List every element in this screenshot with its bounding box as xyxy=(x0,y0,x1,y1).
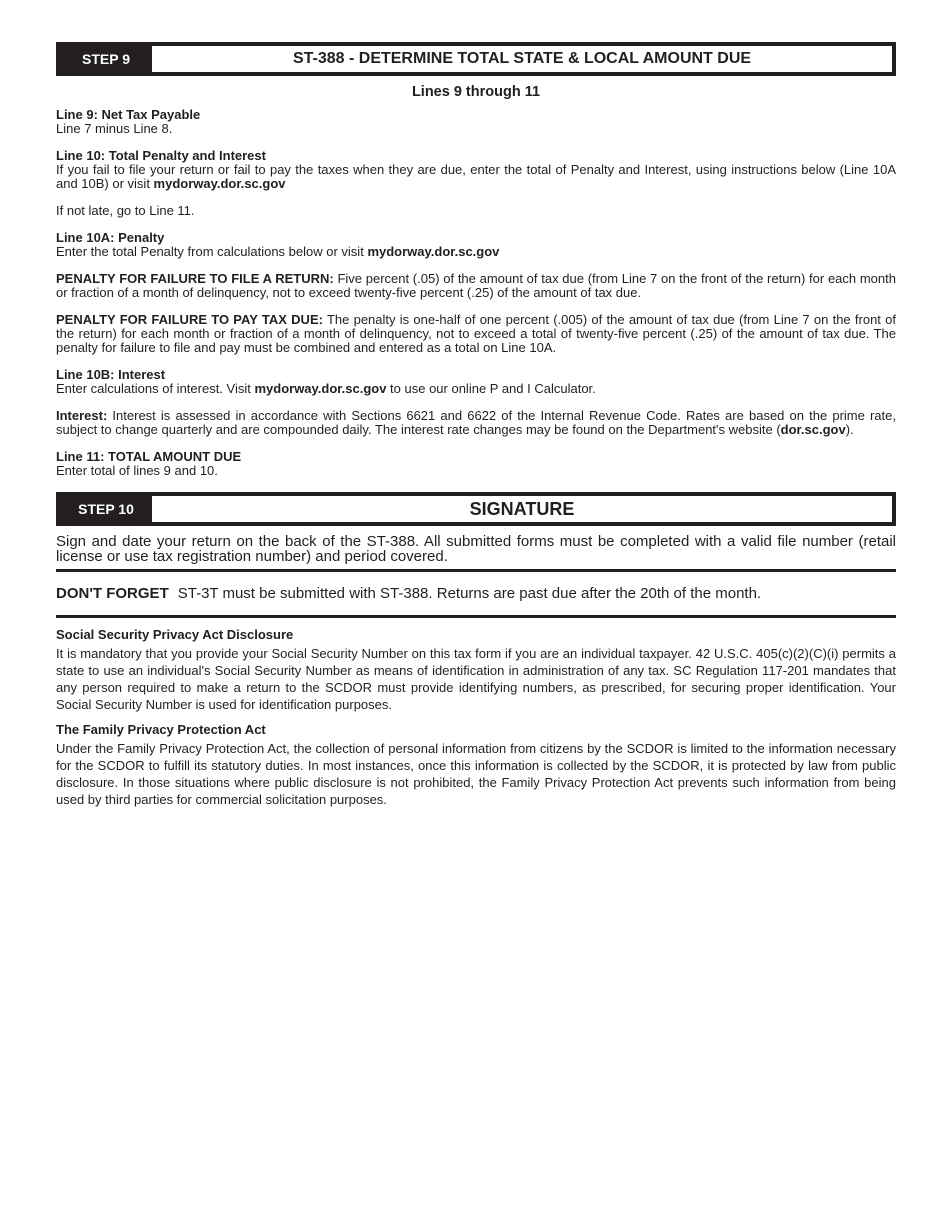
line10-not-late: If not late, go to Line 11. xyxy=(56,203,195,218)
ssn-text: It is mandatory that you provide your Social Security Number on this tax form if you are an individual taxpayer. 42 U.S.C. 405(c)(2)(C)(i) permits a state to use an individual's Social Security Number as means of identification in administration of any tax. SC Regulation 117-201 mandates that any person required to make a return to the SCDOR must provide identifying numbers, as prescribed, for securing proper identification. Your Social Security Number is used for identification purposes. xyxy=(56,646,896,712)
dont-forget xyxy=(56,585,896,602)
line9-text: Line 7 minus Line 8. xyxy=(56,121,173,136)
dont-forget-label: DON'T FORGET xyxy=(56,585,169,602)
divider xyxy=(56,615,896,618)
line10a-link[interactable]: mydorway.dor.sc.gov xyxy=(367,244,500,259)
step9-title: ST-388 - DETERMINE TOTAL STATE & LOCAL AMOUNT DUE xyxy=(152,46,892,72)
line11-heading: Line 11: TOTAL AMOUNT DUE xyxy=(56,449,242,464)
penalty-file-paragraph: PENALTY FOR FAILURE TO FILE A RETURN: Five percent (.05) of the amount of tax due (from Line 7 on the front of the return) for each month or fraction of a month of delinquency, not to exceed twenty-five percent (.25) of the amount of tax due. xyxy=(56,271,896,300)
interest-link[interactable]: dor.sc.gov xyxy=(780,422,846,437)
form-page xyxy=(56,42,896,808)
penalty-file-label: PENALTY FOR FAILURE TO FILE A RETURN: xyxy=(56,271,334,286)
step9-label: STEP 9 xyxy=(82,51,130,67)
line10-text: If you fail to file your return or fail to pay the taxes when they are due, enter the total of Penalty and Interest, using instructions below (Line 10A and 10B) or visit mydorway.dor.sc.gov xyxy=(56,162,896,191)
ssn-heading: Social Security Privacy Act Disclosure xyxy=(56,627,294,642)
line10a-text: Enter the total Penalty from calculations below or visit mydorway.dor.sc.gov xyxy=(56,244,500,259)
line10a-heading: Line 10A: Penalty xyxy=(56,230,165,245)
dont-forget-text: ST-3T must be submitted with ST-388. Returns are past due after the 20th of the month. xyxy=(177,585,762,602)
divider xyxy=(56,569,896,572)
signature-text: Sign and date your return on the back of the ST-388. All submitted forms must be completed with a valid file number (retail license or use tax registration number) and period covered. xyxy=(56,533,896,565)
family-text: Under the Family Privacy Protection Act, the collection of personal information from citizens by the SCDOR is limited to the information necessary for the SCDOR to fulfill its statutory duties. In most instances, once this information is collected by the SCDOR, it is protected by law from public disclosure. In those situations where public disclosure is not prohibited, the Family Privacy Protection Act prevents such information from being used by third parties for commercial solicitation purposes. xyxy=(56,741,896,807)
line10-heading: Line 10: Total Penalty and Interest xyxy=(56,148,266,163)
line9-heading: Line 9: Net Tax Payable xyxy=(56,107,201,122)
line10b-link[interactable]: mydorway.dor.sc.gov xyxy=(254,381,387,396)
interest-paragraph: Interest: Interest is assessed in accordance with Sections 6621 and 6622 of the Internal Revenue Code. Rates are based on the prime rate, subject to change quarterly and are compounded daily. The interest rate changes may be found on the Department's website (dor.sc.gov). xyxy=(56,408,896,437)
step9-subtitle: Lines 9 through 11 xyxy=(411,84,541,100)
line10b-text: Enter calculations of interest. Visit mydorway.dor.sc.gov to use our online P and I Calculator. xyxy=(56,381,596,396)
step10-header xyxy=(56,492,896,526)
penalty-pay-label: PENALTY FOR FAILURE TO PAY TAX DUE: xyxy=(56,312,323,327)
line10b-heading: Line 10B: Interest xyxy=(56,367,166,382)
family-heading: The Family Privacy Protection Act xyxy=(56,722,266,737)
step10-title: SIGNATURE xyxy=(152,496,892,522)
interest-label: Interest: xyxy=(56,408,108,423)
line10-link[interactable]: mydorway.dor.sc.gov xyxy=(153,176,286,191)
penalty-pay-paragraph: PENALTY FOR FAILURE TO PAY TAX DUE: The penalty is one-half of one percent (.005) of the amount of tax due (from Line 7 on the front of the return) for each month or fraction of a month of delinquency, not to exceed a total of twenty-five percent (.25) of the amount of tax due. The penalty for failure to file and pay must be combined and entered as a total on Line 10A. xyxy=(56,312,897,355)
step10-label: STEP 10 xyxy=(78,501,134,517)
step9-header xyxy=(56,42,896,76)
line11-text: Enter total of lines 9 and 10. xyxy=(56,463,218,478)
